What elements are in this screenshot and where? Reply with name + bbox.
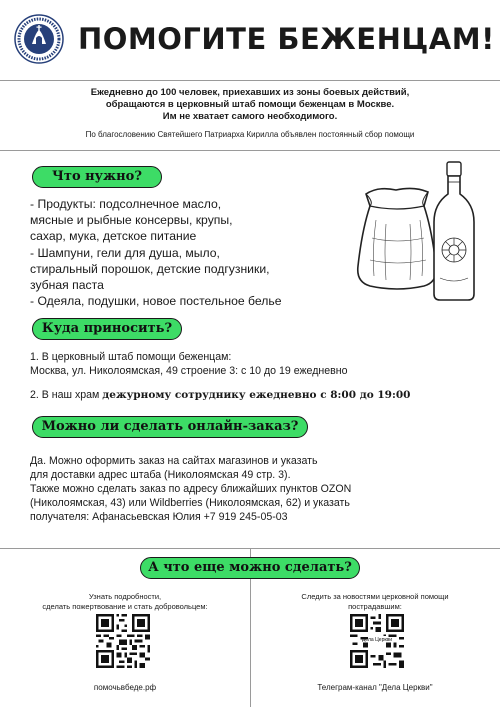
intro-line-1: Ежедневно до 100 человек, приехавших из зоны боевых действий, — [90, 87, 410, 98]
online-heading: Можно ли сделать онлайн-заказ? — [32, 416, 308, 438]
qr-label: Дела Церкви — [362, 637, 392, 643]
list-item: зубная паста — [30, 278, 104, 293]
qr-code-left[interactable] — [96, 614, 150, 668]
right-caption — [250, 592, 500, 612]
oil-bottle-illustration — [428, 160, 480, 302]
page-title: ПОМОГИТЕ БЕЖЕНЦАМ! — [78, 22, 495, 56]
online-line: Также можно сделать заказ по адресу ближайших пунктов OZON — [30, 483, 352, 495]
left-caption-line-2: сделать пожертвование и стать добровольцем: — [42, 602, 208, 611]
blessing-text: По благословению Святейшего Патриарха Кирилла объявлен постоянный сбор помощи — [85, 130, 415, 139]
needs-list — [30, 196, 360, 309]
online-line: (Николоямская, 43) или Wildberries (Николоямская, 62) и указать — [30, 497, 350, 509]
more-heading: А что еще можно сделать? — [140, 557, 360, 579]
online-line: для доставки адрес штаба (Николоямская 49 стр. 3). — [30, 469, 291, 481]
list-item: - Одеяла, подушки, новое постельное белье — [30, 294, 282, 309]
where-item-2 — [30, 388, 410, 402]
divider — [0, 150, 500, 151]
intro-line-2: обращаются в церковный штаб помощи беженцам в Москве. — [105, 99, 395, 110]
where-item-1-line-2: Москва, ул. Николоямская, 49 строение 3: с 10 до 19 ежедневно — [30, 365, 348, 377]
church-logo — [14, 14, 64, 64]
left-link[interactable]: помочьвбеде.рф — [93, 683, 157, 692]
list-item: - Продукты: подсолнечное масло, — [30, 197, 222, 211]
where-item-2-prefix: 2. В наш храм — [30, 389, 100, 401]
where-item-1-line-1: 1. В церковный штаб помощи беженцам: — [30, 351, 232, 363]
online-line: Да. Можно оформить заказ на сайтах магазинов и указать — [30, 455, 318, 467]
right-link[interactable]: Телеграм-канал "Дела Церкви" — [317, 683, 433, 692]
intro-text — [40, 87, 460, 123]
intro-line-3: Им не хватает самого необходимого. — [162, 111, 338, 122]
left-caption — [0, 592, 250, 612]
online-line: получателя: Афанасьевская Юлия +7 919 245-05-03 — [30, 511, 288, 523]
online-text — [30, 454, 351, 524]
list-item: мясные и рыбные консервы, крупы, — [30, 213, 233, 228]
right-caption-line-1: Следить за новостями церковной помощи — [301, 592, 449, 601]
divider — [0, 80, 500, 81]
right-caption-line-2: пострадавшим: — [348, 602, 402, 611]
list-item: сахар, мука, детское питание — [30, 229, 197, 244]
list-item: - Шампуни, гели для душа, мыло, — [30, 245, 220, 260]
left-caption-line-1: Узнать подробности, — [88, 592, 162, 601]
list-item: стиральный порошок, детские подгузники, — [30, 261, 270, 276]
needs-heading: Что нужно? — [32, 166, 162, 188]
where-item-2-detail: дежурному сотруднику ежедневно с 8:00 до 19:00 — [102, 389, 411, 401]
where-heading: Куда приносить? — [32, 318, 182, 340]
